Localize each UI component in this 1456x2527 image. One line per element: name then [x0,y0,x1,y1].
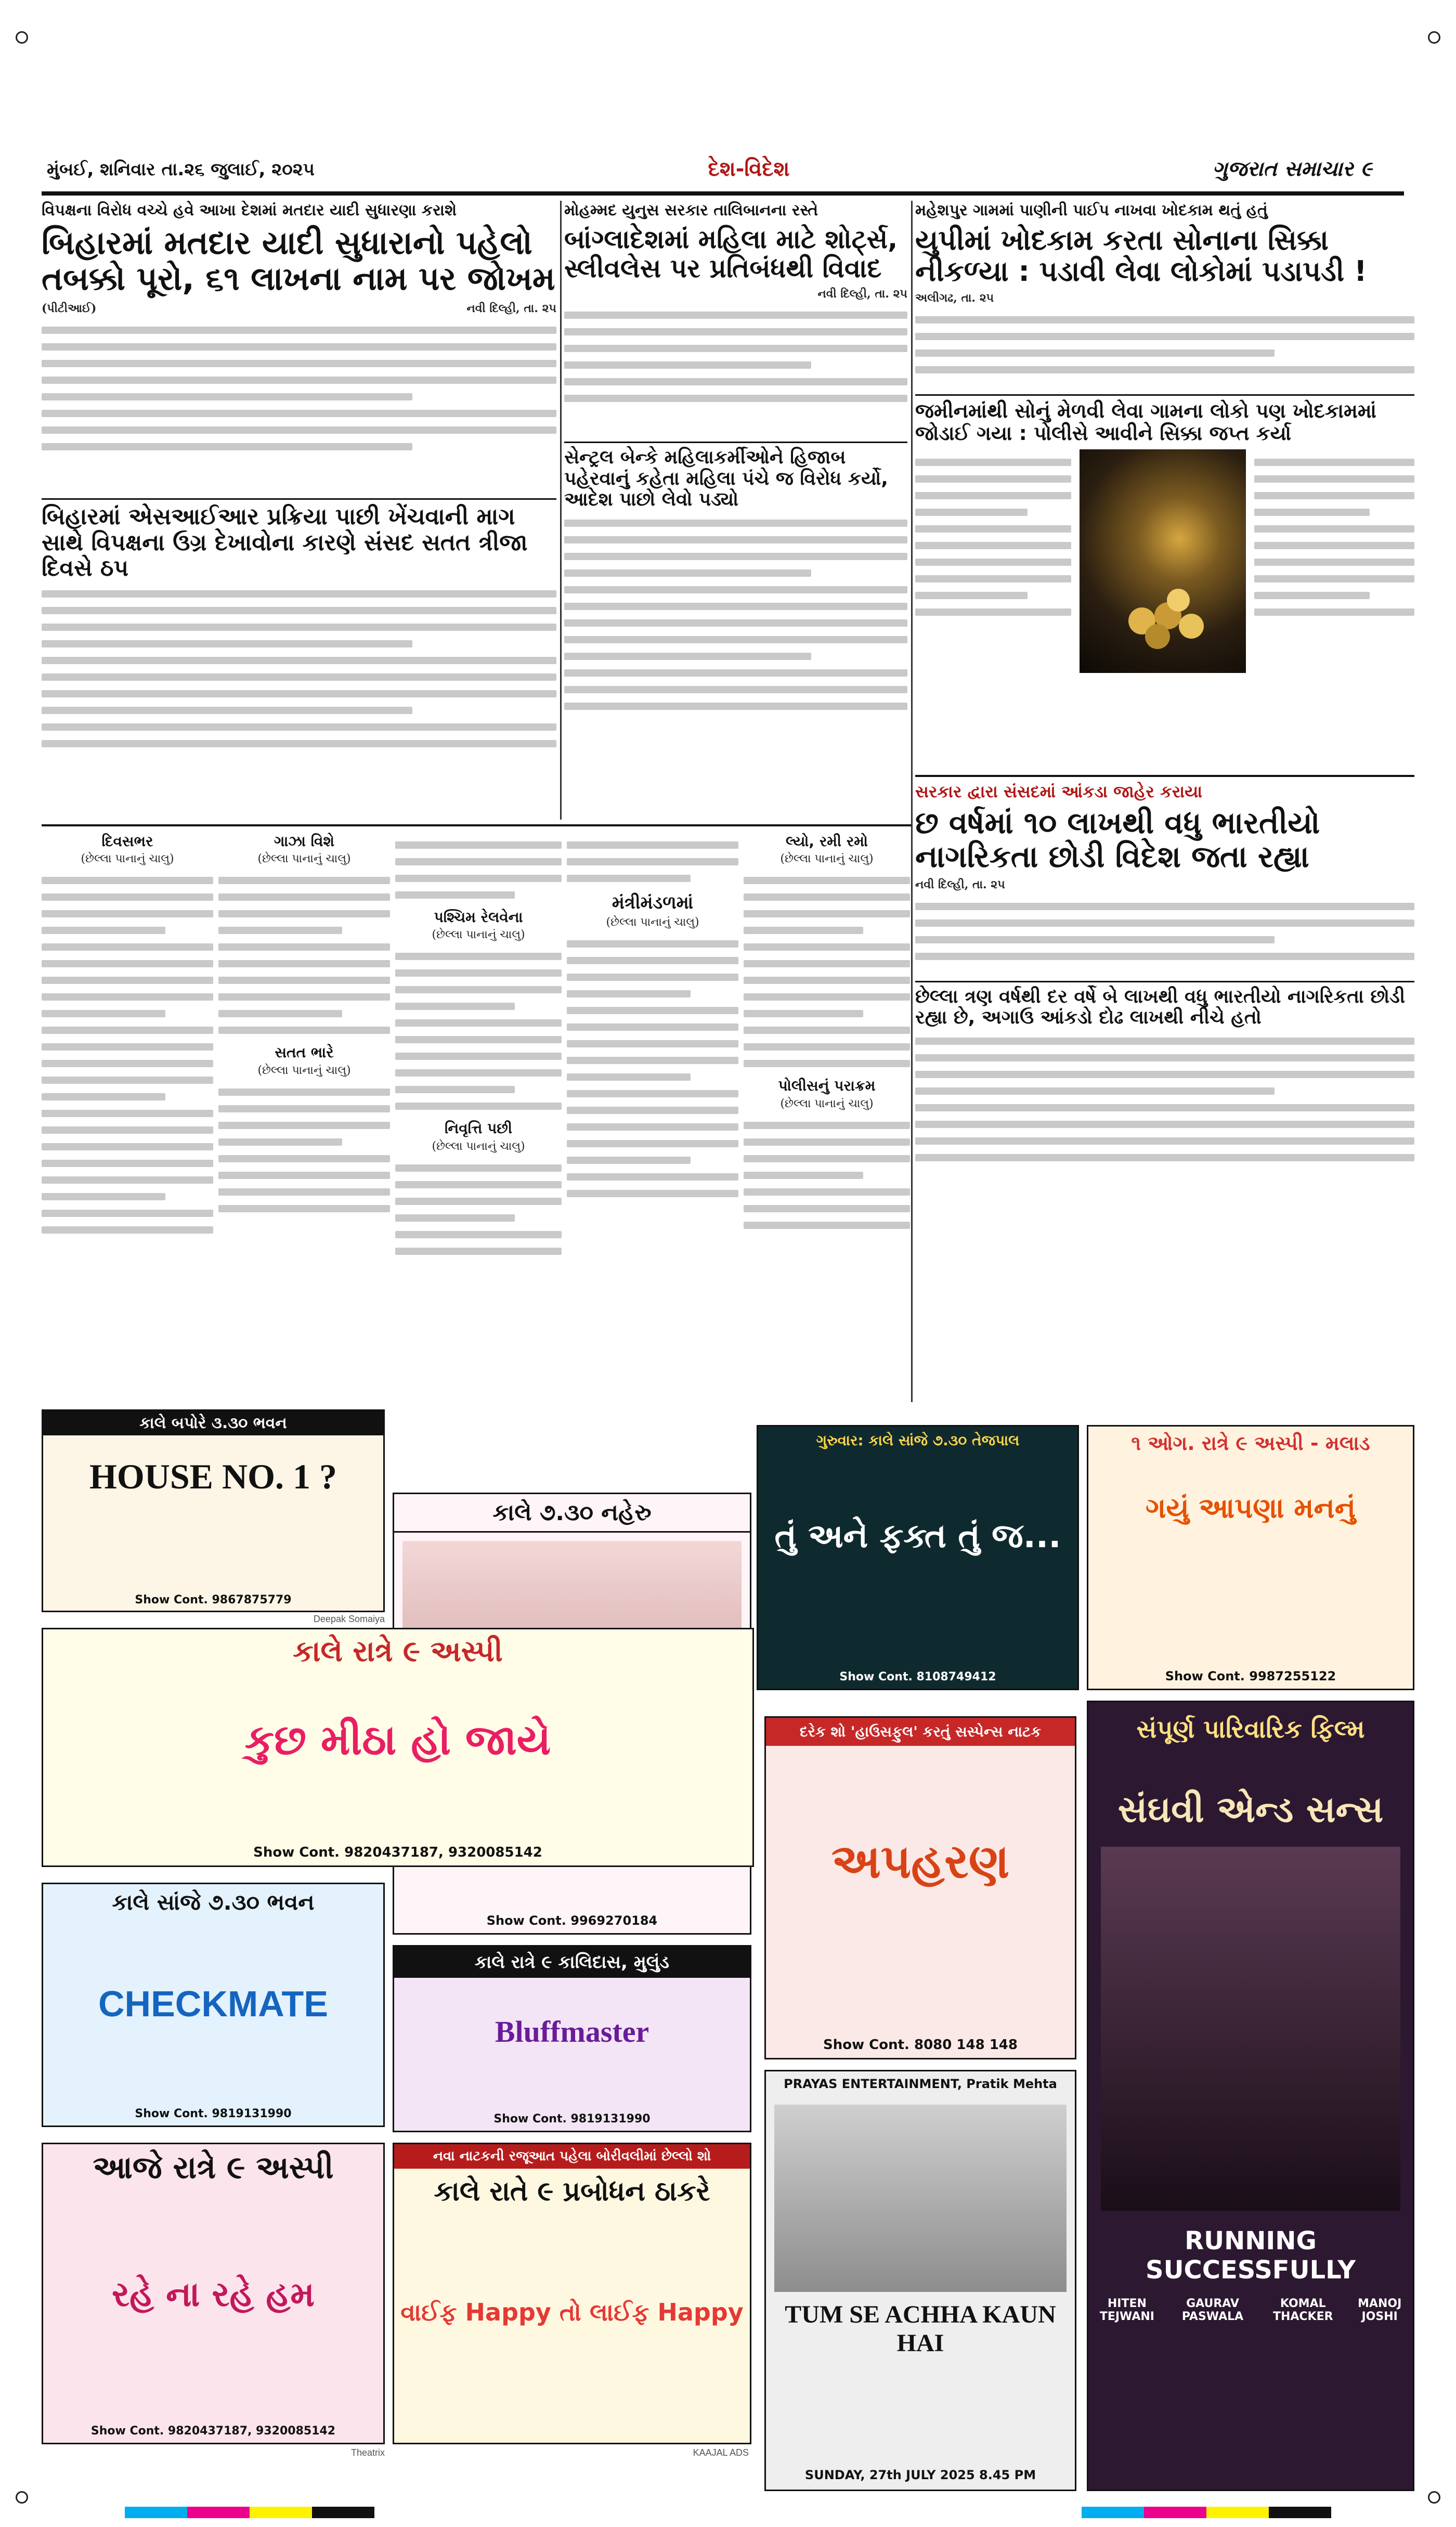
jump-column-4 [567,832,738,1435]
ad-photo [774,2105,1067,2292]
ad-agency-credit: Theatrix [350,2447,385,2458]
ad-title: કાલે રાતે ૯ પ્રબોધન ઠાકરે [434,2176,710,2207]
jump-cont: (છેલ્લા પાનાનું ચાલુ) [606,916,699,929]
ad-agency-credit: Deepak Somaiya [313,1614,385,1624]
cast-name: GAURAV PASWALA [1181,2297,1244,2323]
ad-credit: Show Cont. 9820437187, 9320085142 [253,1845,542,1860]
ad-housefull[interactable] [764,1716,1076,2059]
jump-title: લ્યો, રમી રમો [785,833,868,850]
story-citizenship [915,775,1414,1227]
ad-credit: Show Cont. 8108749412 [839,1670,996,1683]
story-bihar [42,201,556,820]
color-bar [125,2507,374,2518]
jump-title: દિવસભર [101,833,153,850]
ad-vinay-arts[interactable] [1087,1425,1414,1690]
ad-tu-ane-fakt[interactable] [757,1425,1079,1690]
ad-tum-se-achha[interactable] [764,2070,1076,2491]
story-dateline: અલીગઢ, તા. ૨૫ [915,291,994,305]
jump-cont: (છેલ્લા પાનાનું ચાલુ) [257,1064,351,1077]
header-rule [42,191,1404,196]
ad-title: અપહરણ [831,1834,1010,1889]
ad-title: રહે ના રહે હમ [112,2274,315,2314]
story-sub-headline: છેલ્લા ત્રણ વર્ષથી દર વર્ષે બે લાખથી વધુ ભારતીયો નાગરિકતા છોડી રહ્યા છે, અગાઉ આંકડો દોઢ લાખથી નીચે હતો [915,981,1414,1029]
story-dateline: નવી દિલ્હી, તા. ૨૫ [915,877,1005,891]
jump-cont: (છેલ્લા પાનાનું ચાલુ) [432,928,525,942]
ad-label: કાલે રાત્રે ૯ અસ્પી [293,1635,503,1668]
section-title: દેશ-વિદેશ [708,157,790,181]
story-sub-headline: સેન્ટ્રલ બેન્કે મહિલાકર્મીઓને હિજાબ પહેરવાનું કહેતા મહિલા પંચે જ વિરોધ કર્યો, આદેશ પાછો લેવો પડ્યો [564,442,907,510]
ad-credit: Show Cont. 9969270184 [486,1913,658,1928]
ad-title: કુછ મીઠા હો જાયે [244,1716,551,1764]
ad-label: દરેક શો 'હાઉસફુલ' કરતું સસ્પેન્સ નાટક [766,1718,1075,1746]
registration-mark [16,2491,28,2504]
ad-sanghavi-sons[interactable] [1087,1701,1414,2491]
jump-title: પશ્ચિમ રેલવેના [434,909,523,926]
cast-name: HITEN TEJWANI [1099,2297,1154,2323]
story-headline: છ વર્ષમાં ૧૦ લાખથી વધુ ભારતીયો નાગરિકતા છોડી વિદેશ જતા રહ્યા [915,805,1320,874]
story-body-2 [564,520,907,710]
ad-house-no[interactable] [42,1409,385,1612]
ad-bluffmaster[interactable] [393,1945,751,2132]
page-number: ૯ [1360,157,1373,181]
ad-tagline: સંપૂર્ણ પારિવારિક ફિલ્મ [1136,1715,1365,1744]
ad-label: કાલે બપોરે ૩.૩૦ ભવન [43,1411,383,1435]
registration-mark [1428,31,1440,44]
jump-title: ગાઝા વિશે [274,833,334,850]
story-kicker: મહેશપુર ગામમાં પાણીની પાઈપ નાખવા ખોદકામ થતું હતું [915,201,1268,219]
gold-coins-photo [1080,449,1246,673]
coins-icon [1080,449,1246,673]
jump-column-3 [395,832,562,1404]
story-headline: બાંગ્લાદેશમાં મહિલા માટે શોર્ટ્સ, સ્લીવલેસ પર પ્રતિબંધથી વિવાદ [564,224,898,283]
column-rule [911,201,913,1402]
ad-title: સંઘવી એન્ડ સન્સ [1117,1788,1384,1831]
story-body [915,903,1414,981]
story-body-2 [915,449,1071,673]
jump-column-1 [42,832,213,1404]
ad-cast [1088,2297,1413,2323]
story-body-2 [915,1038,1414,1161]
ad-title: HOUSE NO. 1 ? [89,1457,337,1496]
jump-cont: (છેલ્લા પાનાનું ચાલુ) [780,852,874,866]
color-bar [1082,2507,1331,2518]
ad-label: કાલે ૭.૩૦ નહેરુ [394,1494,750,1533]
ad-kuchh-mitha[interactable] [42,1628,754,1867]
jump-cont: (છેલ્લા પાનાનું ચાલુ) [81,852,174,866]
registration-mark [16,31,28,44]
section-rule [42,824,911,826]
ad-label: કાલે રાત્રે ૯ કાલિદાસ, મુલુંડ [394,1947,750,1978]
ad-title: Bluffmaster [495,2015,649,2049]
story-body-2 [42,590,556,747]
story-dateline: નવી દિલ્હી, તા. ૨૫ [466,302,556,316]
jump-title: નિવૃત્તિ પછી [445,1120,512,1137]
story-gold-layout [915,449,1414,673]
ad-title: ગયું આપણા મનનું [1146,1492,1356,1524]
ad-label: કાલે સાંજે ૭.૩૦ ભવન [112,1889,315,1915]
story-source: (પીટીઆઈ) [42,302,97,316]
story-bangladesh [564,201,907,820]
jump-cont: (છેલ્લા પાનાનું ચાલુ) [257,852,351,866]
column-rule [560,201,562,820]
story-headline: યુપીમાં ખોદકામ કરતા સોનાના સિક્કા નીકળ્યા : પડાવી લેવા લોકોમાં પડાપડી ! [915,223,1367,288]
jump-cont: (છેલ્લા પાનાનું ચાલુ) [432,1139,525,1153]
story-sub-headline: બિહારમાં એસઆઈઆર પ્રક્રિયા પાછી ખેંચવાની માગ સાથે વિપક્ષના ઉગ્ર દેખાવોના કારણે સંસદ સતત ત્રીજા દિવસે ઠપ [42,498,556,581]
story-body [915,316,1414,394]
ad-title: તું અને ફક્ત તું જ... [774,1517,1061,1556]
ad-credit: Show Cont. 9819131990 [493,2113,651,2126]
story-kicker: વિપક્ષના વિરોધ વચ્ચે હવે આખા દેશમાં મતદાર યાદી સુધારણા કરાશે [42,201,457,219]
cast-name: MANOJ JOSHI [1358,2297,1402,2323]
story-kicker: મોહમ્મદ યુનુસ સરકાર તાલિબાનના રસ્તે [564,201,818,219]
ad-label: નવા નાટકની રજૂઆત પહેલા બોરીવલીમાં છેલ્લો શો [394,2144,750,2169]
ad-agency-credit: KAAJAL ADS [693,2447,749,2458]
ad-credit: SUNDAY, 27th JULY 2025 8.45 PM [804,2468,1036,2482]
story-meta [42,301,556,317]
jump-column-2 [218,832,390,1404]
registration-mark [1428,2491,1440,2504]
ad-label: ગુરુવાર: કાલે સાંજે ૭.૩૦ તેજપાલ [816,1432,1020,1449]
ad-label: PRAYAS ENTERTAINMENT, Pratik Mehta [784,2077,1057,2091]
jump-title: મંત્રીમંડળમાં [612,892,694,913]
ad-checkmate[interactable] [42,1883,385,2127]
ad-title: TUM SE ACHHA KAUN HAI [785,2301,1056,2357]
story-sub-headline: જમીનમાંથી સોનું મેળવી લેવા ગામના લોકો પણ ખોદકામમાં જોડાઈ ગયા : પોલીસે આવીને સિક્કા જપ્ત કર્યા [915,394,1414,444]
ad-rahe-na-rahe[interactable] [42,2143,385,2444]
ad-label: ૧ ઓગ. રાત્રે ૯ અસ્પી - મલાડ [1131,1432,1370,1455]
ad-prabodhan[interactable] [393,2143,751,2444]
ad-credit: Show Cont. 9987255122 [1165,1669,1336,1683]
ad-credit: Show Cont. 9867875779 [135,1593,292,1606]
masthead [1154,151,1373,187]
ad-label: આજે રાત્રે ૯ અસ્પી [93,2149,334,2186]
ad-subtitle: વાઈફ Happy તો લાઈફ Happy [400,2298,744,2326]
ad-credit: Show Cont. 9819131990 [135,2107,292,2120]
ad-credit: Show Cont. 8080 148 148 [823,2037,1018,2053]
cast-name: KOMAL THACKER [1272,2297,1333,2323]
story-body [42,327,556,498]
ad-title: CHECKMATE [98,1984,328,2024]
jump-cont: (છેલ્લા પાનાનું ચાલુ) [780,1097,874,1110]
page-dateline: મુંબઈ, શનિવાર તા.૨૬ જુલાઈ, ૨૦૨૫ [47,159,315,180]
ad-credit: Show Cont. 9820437187, 9320085142 [90,2425,336,2438]
story-kicker: સરકાર દ્વારા સંસદમાં આંકડા જાહેર કરાયા [915,782,1203,801]
ad-photo [1101,1847,1400,2211]
ad-status: RUNNING SUCCESSFULLY [1146,2226,1356,2285]
jump-title: સતત ભારે [275,1044,334,1061]
story-dateline: નવી દિલ્હી, તા. ૨૫ [817,287,907,301]
story-body [564,312,907,442]
jump-column-5 [744,832,910,1404]
story-gold [915,201,1414,768]
masthead-title: ગુજરાત સમાચાર [1212,157,1354,181]
story-headline: બિહારમાં મતદાર યાદી સુધારાનો પહેલો તબક્કો પૂરો, ૬૧ લાખના નામ પર જોખમ [42,223,555,297]
story-body-3 [1254,449,1414,673]
jump-title: પોલીસનું પરાક્રમ [778,1077,876,1095]
